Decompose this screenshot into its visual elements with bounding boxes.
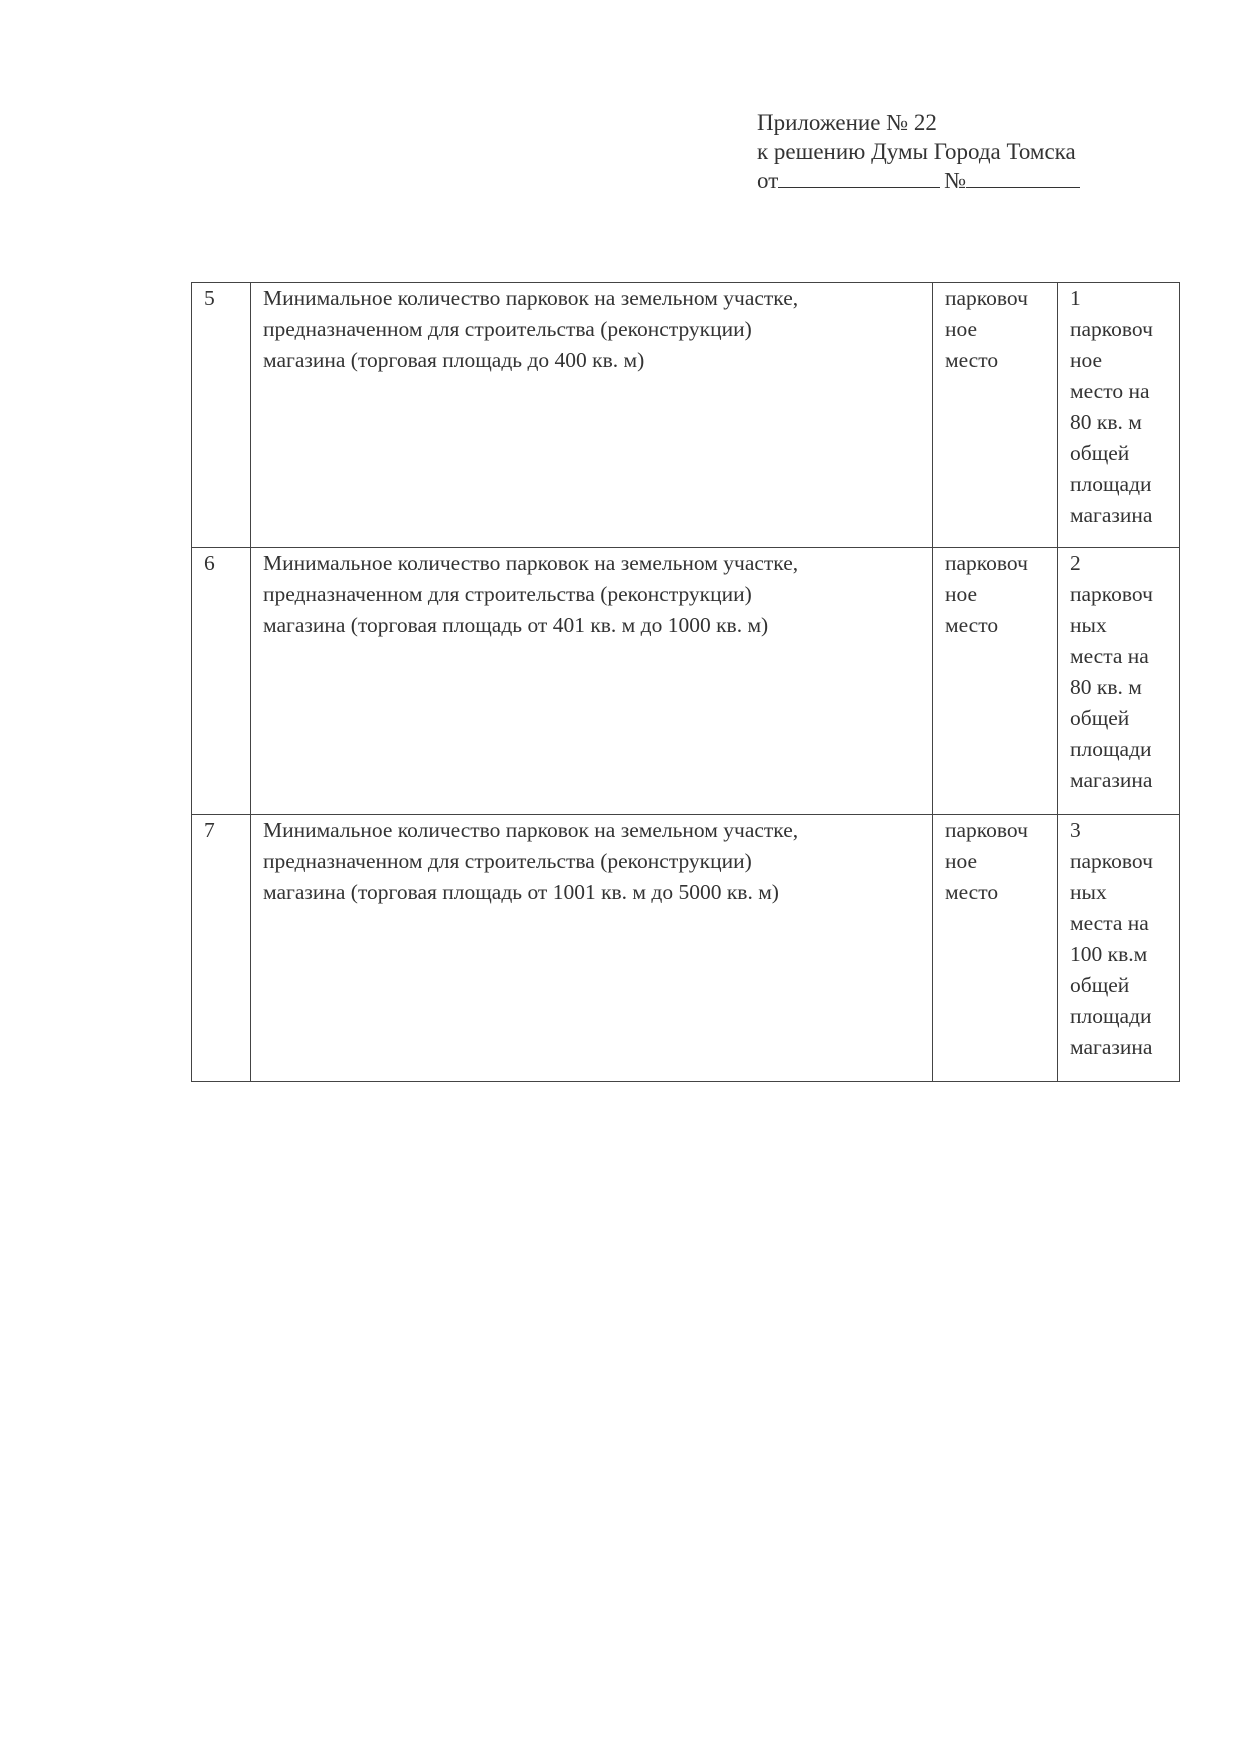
appendix-decision-ref: к решению Думы Города Томска [757, 139, 1076, 164]
number-blank [966, 169, 1080, 188]
row-unit: парковоч ное место [933, 548, 1058, 815]
row-description: Минимальное количество парковок на земельном участке, предназначенном для строительства (реконструкции) магазина (торговая площадь от 401 кв. м до 1000 кв. м) [251, 548, 933, 815]
row-number: 7 [192, 815, 251, 1082]
appendix-date-number-line [757, 166, 1080, 195]
table-row [192, 283, 1180, 548]
row-number: 5 [192, 283, 251, 548]
row-unit: парковоч ное место [933, 815, 1058, 1082]
parking-parameters-table [191, 282, 1180, 1082]
row-value: 1 парковоч ное место на 80 кв. м общей площади магазина [1058, 283, 1180, 548]
date-prefix: от [757, 168, 779, 193]
appendix-header [757, 108, 1080, 195]
number-prefix: № [944, 168, 967, 193]
row-value: 2 парковоч ных места на 80 кв. м общей площади магазина [1058, 548, 1180, 815]
row-unit: парковоч ное место [933, 283, 1058, 548]
table-row [192, 815, 1180, 1082]
date-blank [778, 169, 940, 188]
table-row [192, 548, 1180, 815]
row-value: 3 парковоч ных места на 100 кв.м общей площади магазина [1058, 815, 1180, 1082]
appendix-title: Приложение № 22 [757, 110, 937, 135]
row-number: 6 [192, 548, 251, 815]
row-description: Минимальное количество парковок на земельном участке, предназначенном для строительства (реконструкции) магазина (торговая площадь до 400 кв. м) [251, 283, 933, 548]
row-description: Минимальное количество парковок на земельном участке, предназначенном для строительства (реконструкции) магазина (торговая площадь от 1001 кв. м до 5000 кв. м) [251, 815, 933, 1082]
